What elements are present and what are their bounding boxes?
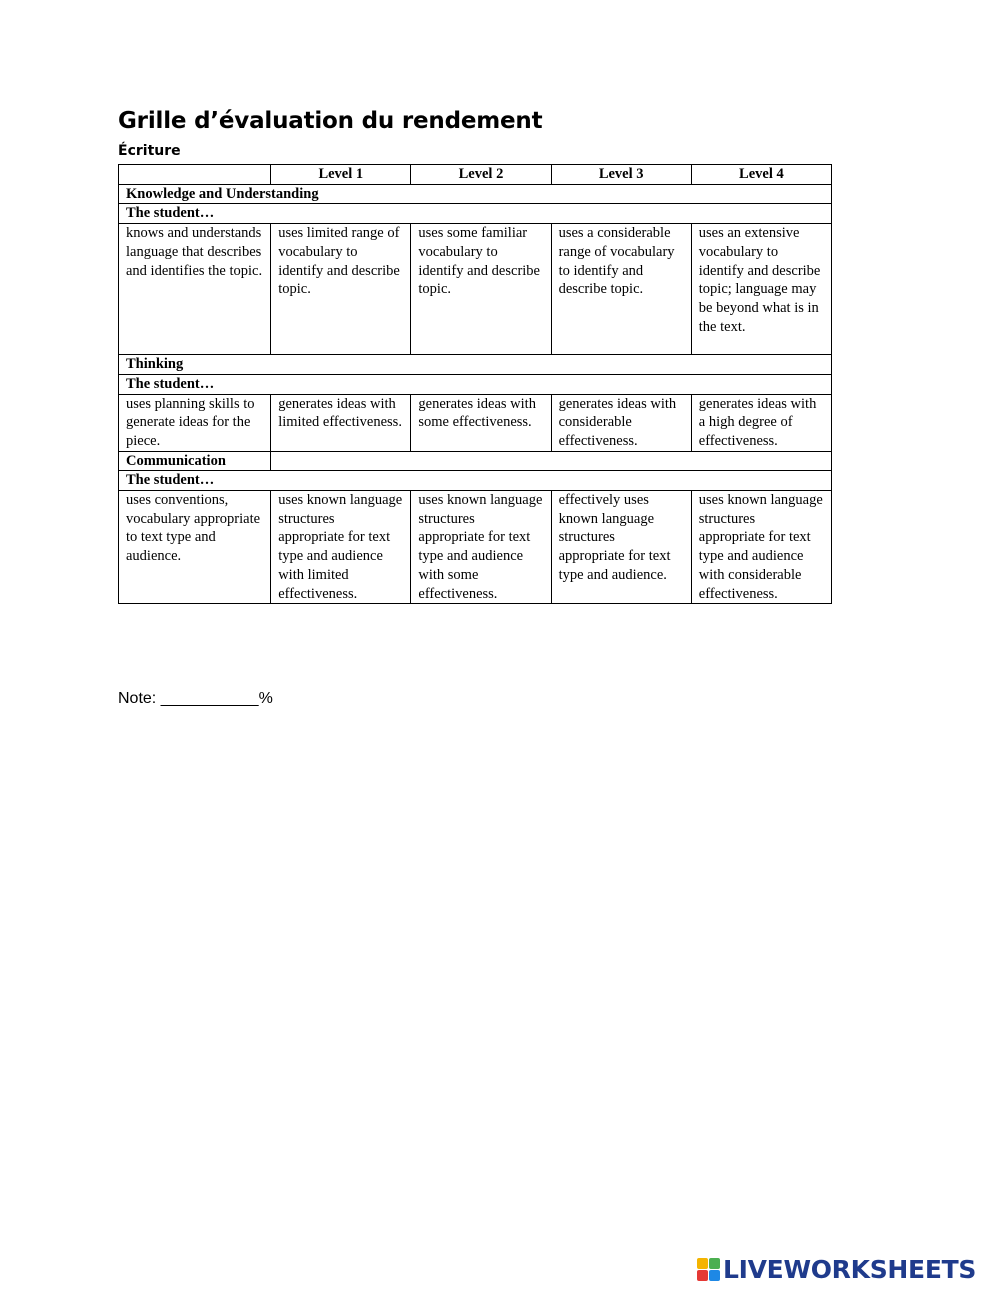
logo-square [709, 1258, 720, 1269]
level-4-cell: generates ideas with a high degree of effectiveness. [691, 394, 831, 451]
header-cell-level-4: Level 4 [691, 165, 831, 185]
header-cell-level-1: Level 1 [271, 165, 411, 185]
table-row [119, 224, 832, 355]
level-2-cell: generates ideas with some effectiveness. [411, 394, 551, 451]
brand-name: LIVEWORKSHEETS [723, 1255, 977, 1284]
note-line: Note: ___________% [118, 690, 273, 707]
section-title: Knowledge and Understanding [119, 184, 832, 204]
level-1-cell: generates ideas with limited effectiveness. [271, 394, 411, 451]
header-cell-blank [119, 165, 271, 185]
section-prompt: The student… [119, 471, 832, 491]
header-cell-level-3: Level 3 [551, 165, 691, 185]
liveworksheets-logo-icon [697, 1258, 720, 1281]
section-prompt: The student… [119, 204, 832, 224]
rubric-table [118, 164, 832, 604]
level-2-cell: uses some familiar vocabulary to identify and describe topic. [411, 224, 551, 355]
level-1-cell: uses known language structures appropriate for text type and audience with limited effectiveness. [271, 491, 411, 604]
section-blank-cell [271, 451, 832, 471]
logo-square [697, 1270, 708, 1281]
criterion-cell: uses planning skills to generate ideas for the piece. [119, 394, 271, 451]
level-1-cell: uses limited range of vocabulary to identify and describe topic. [271, 224, 411, 355]
section-row-communication [119, 451, 832, 471]
prompt-row-knowledge [119, 204, 832, 224]
logo-square [697, 1258, 708, 1269]
page-subtitle: Écriture [118, 143, 181, 159]
section-prompt: The student… [119, 374, 832, 394]
prompt-row-communication [119, 471, 832, 491]
level-3-cell: generates ideas with considerable effectiveness. [551, 394, 691, 451]
section-title: Thinking [119, 355, 832, 375]
level-2-cell: uses known language structures appropriate for text type and audience with some effectiveness. [411, 491, 551, 604]
section-row-thinking [119, 355, 832, 375]
prompt-row-thinking [119, 374, 832, 394]
level-3-cell: effectively uses known language structures appropriate for text type and audience. [551, 491, 691, 604]
level-4-cell: uses an extensive vocabulary to identify and describe topic; language may be beyond what is in the text. [691, 224, 831, 355]
header-cell-level-2: Level 2 [411, 165, 551, 185]
table-row [119, 394, 832, 451]
criterion-cell: uses conventions, vocabulary appropriate to text type and audience. [119, 491, 271, 604]
logo-square [709, 1270, 720, 1281]
page-title: Grille d’évaluation du rendement [118, 108, 543, 134]
level-4-cell: uses known language structures appropriate for text type and audience with considerable effectiveness. [691, 491, 831, 604]
section-row-knowledge [119, 184, 832, 204]
liveworksheets-brand [697, 1255, 976, 1284]
table-row [119, 491, 832, 604]
section-title: Communication [119, 451, 271, 471]
header-row [119, 165, 832, 185]
criterion-cell: knows and understands language that describes and identifies the topic. [119, 224, 271, 355]
level-3-cell: uses a considerable range of vocabulary to identify and describe topic. [551, 224, 691, 355]
